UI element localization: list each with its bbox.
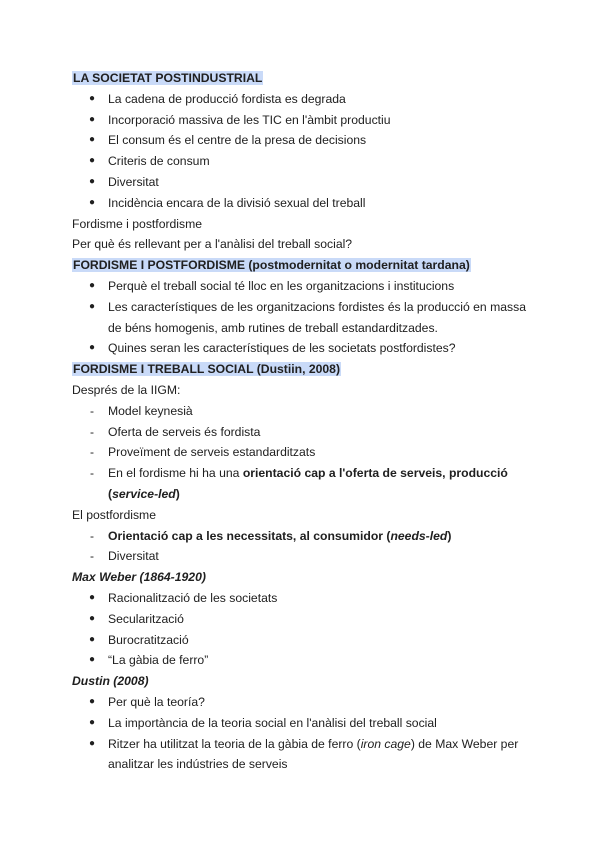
dash-icon: - <box>90 403 94 418</box>
heading-max-weber: Max Weber (1864-1920) <box>72 570 206 585</box>
list-item: ● “La gàbia de ferro” <box>72 650 542 671</box>
dash-icon: - <box>90 466 94 481</box>
list-item: - Proveïment de serveis estandarditzats <box>72 442 542 463</box>
list-item: ● Ritzer ha utilitzat la teoria de la gàbia de ferro (iron cage) de Max Weber per analitzar les indústries de serveis <box>72 734 542 776</box>
bullet-icon: ● <box>89 342 96 354</box>
list-item: ● Burocratització <box>72 630 542 651</box>
bullet-icon: ● <box>89 737 96 749</box>
highlighted-title: LA SOCIETAT POSTINDUSTRIAL <box>73 71 263 85</box>
bullet-icon: ● <box>89 300 96 312</box>
list-item: ● Quines seran les característiques de les societats postfordistes? <box>72 338 542 359</box>
paragraph-text: Fordisme i postfordisme <box>72 216 203 231</box>
paragraph-text: El postfordisme <box>72 507 156 522</box>
bullet-icon: ● <box>89 134 96 146</box>
bullet-icon: ● <box>89 654 96 666</box>
bullet-icon: ● <box>89 196 96 208</box>
bullet-icon: ● <box>89 695 96 707</box>
list-item: ● Secularització <box>72 609 542 630</box>
bullet-icon: ● <box>89 716 96 728</box>
list-item: ● Perquè el treball social té lloc en les organitzacions i institucions <box>72 276 542 297</box>
list-item: - En el fordisme hi ha una orientació cap a l'oferta de serveis, producció (service-led) <box>72 463 542 505</box>
list-item: ● Incidència encara de la divisió sexual del treball <box>72 193 542 214</box>
list-item: ● Diversitat <box>72 172 542 193</box>
bullet-icon: ● <box>89 155 96 167</box>
list-item: - Diversitat <box>72 546 542 567</box>
list-item: - Oferta de serveis és fordista <box>72 422 542 443</box>
list-item: ● La cadena de producció fordista es degrada <box>72 89 542 110</box>
bullet-icon: ● <box>89 92 96 104</box>
list-item: - Orientació cap a les necessitats, al consumidor (needs-led) <box>72 526 542 547</box>
list-item: ● La importància de la teoria social en l'anàlisi del treball social <box>72 713 542 734</box>
heading-societat-postindustrial <box>72 68 542 89</box>
dash-icon: - <box>90 549 94 564</box>
list-item: ● El consum és el centre de la presa de decisions <box>72 130 542 151</box>
bullet-icon: ● <box>89 175 96 187</box>
list-item: ● Criteris de consum <box>72 151 542 172</box>
highlighted-title: FORDISME I TREBALL SOCIAL (Dustiin, 2008) <box>73 362 341 377</box>
heading-dustin: Dustin (2008) <box>72 674 149 689</box>
bullet-icon: ● <box>89 612 96 624</box>
heading-fordisme-postfordisme <box>72 255 542 276</box>
document-page <box>72 68 542 775</box>
dash-icon: - <box>90 528 94 543</box>
list-item: ● Per què la teoría? <box>72 692 542 713</box>
paragraph-text: Per què és rellevant per a l'anàlisi del treball social? <box>72 237 353 252</box>
heading-fordisme-treball-social <box>72 359 542 380</box>
list-item: ● Les característiques de les organitzacions fordistes és la producció en massa de béns homogenis, amb rutines de treball estandarditzades. <box>72 297 542 339</box>
bullet-icon: ● <box>89 591 96 603</box>
paragraph-text: Després de la IIGM: <box>72 382 181 397</box>
list-item: - Model keynesià <box>72 401 542 422</box>
list-item: ● Racionalització de les societats <box>72 588 542 609</box>
list-item: ● Incorporació massiva de les TIC en l'àmbit productiu <box>72 110 542 131</box>
bullet-icon: ● <box>89 279 96 291</box>
dash-icon: - <box>90 445 94 460</box>
bullet-icon: ● <box>89 633 96 645</box>
bullet-icon: ● <box>89 113 96 125</box>
highlighted-title: FORDISME I POSTFORDISME (postmodernitat o modernitat tardana) <box>73 258 470 273</box>
dash-icon: - <box>90 424 94 439</box>
